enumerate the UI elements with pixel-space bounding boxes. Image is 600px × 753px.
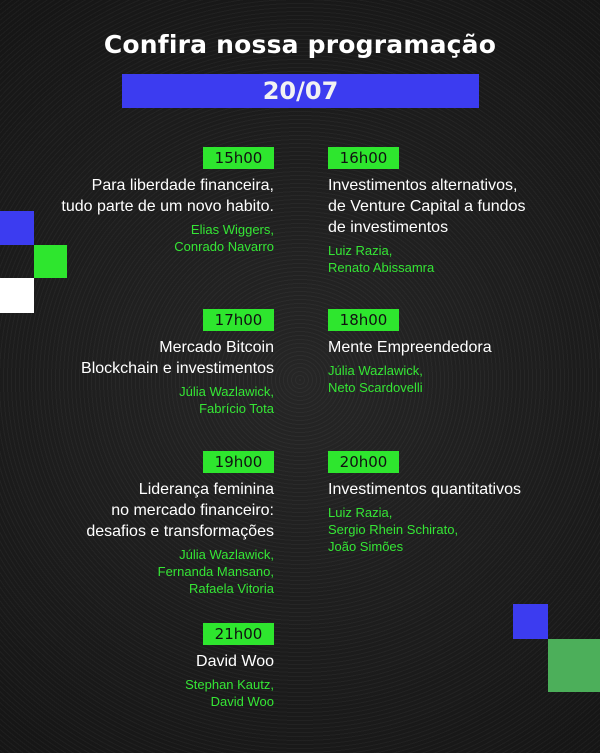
session-title: Investimentos quantitativos xyxy=(328,481,521,498)
decor-square-white xyxy=(0,278,34,313)
session-speakers: Stephan Kautz, David Woo xyxy=(185,677,274,709)
session-title: Mercado Bitcoin Blockchain e investimentos xyxy=(81,339,274,377)
session-title: Investimentos alternativos, de Venture Capital a fundos de investimentos xyxy=(328,177,526,236)
session-time: 15h00 xyxy=(203,147,274,169)
session-18h00 xyxy=(328,309,588,396)
session-16h00 xyxy=(328,147,588,276)
session-time: 21h00 xyxy=(203,623,274,645)
session-time: 20h00 xyxy=(328,451,399,473)
session-title: Para liberdade financeira, tudo parte de um novo habito. xyxy=(61,177,274,215)
session-speakers: Luiz Razia, Sergio Rhein Schirato, João Simões xyxy=(328,505,459,554)
session-17h00 xyxy=(14,309,274,417)
session-title: Liderança feminina no mercado financeiro: desafios e transformações xyxy=(86,481,274,540)
session-speakers: Júlia Wazlawick, Neto Scardovelli xyxy=(328,363,423,395)
session-speakers: Elias Wiggers, Conrado Navarro xyxy=(174,222,274,254)
session-21h00 xyxy=(14,623,274,710)
page-title: Confira nossa programação xyxy=(103,30,497,59)
decor-square-blue-right xyxy=(513,604,548,639)
session-time: 19h00 xyxy=(203,451,274,473)
session-time: 16h00 xyxy=(328,147,399,169)
session-19h00 xyxy=(14,451,274,597)
date-banner xyxy=(122,74,479,108)
session-speakers: Luiz Razia, Renato Abissamra xyxy=(328,243,435,275)
event-date: 20/07 xyxy=(262,77,339,105)
decor-square-green-right xyxy=(548,639,600,692)
session-time: 17h00 xyxy=(203,309,274,331)
session-title: David Woo xyxy=(196,653,274,670)
session-time: 18h00 xyxy=(328,309,399,331)
session-speakers: Júlia Wazlawick, Fernanda Mansano, Rafaela Vitoria xyxy=(157,547,274,596)
session-15h00 xyxy=(14,147,274,255)
session-title: Mente Empreendedora xyxy=(328,339,492,356)
session-speakers: Júlia Wazlawick, Fabrício Tota xyxy=(179,384,274,416)
session-20h00 xyxy=(328,451,588,555)
